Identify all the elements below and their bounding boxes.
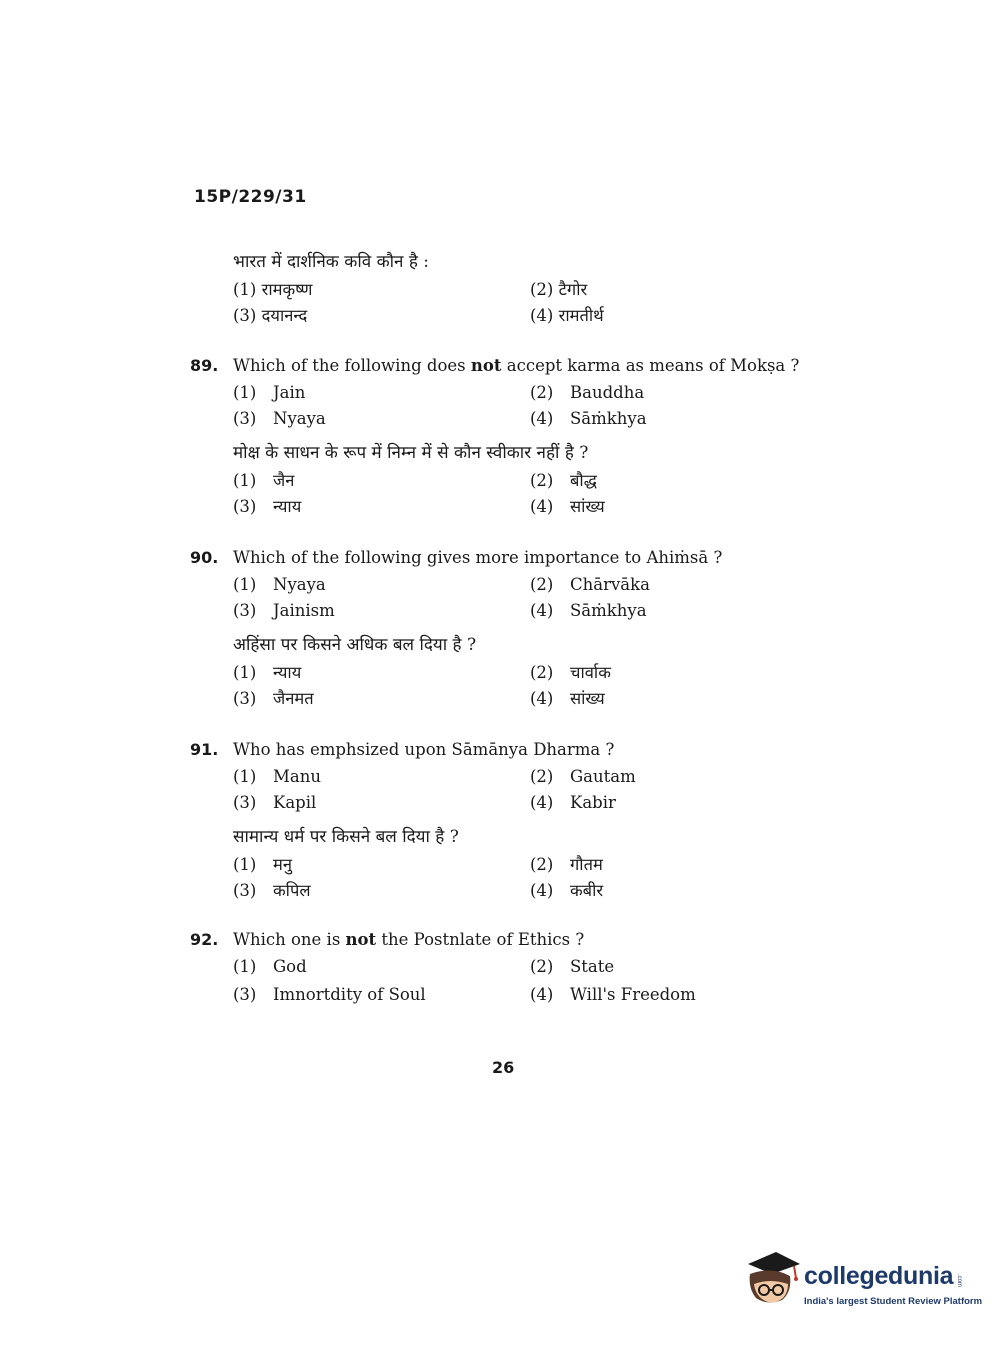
question-92 [190, 927, 830, 1013]
option-2: (2) State [530, 957, 615, 976]
option-3: (3) कपिल [233, 881, 311, 900]
option-3: (3) Kapil [233, 793, 317, 812]
option-4: (4) सांख्य [530, 689, 605, 708]
question-hindi-options [190, 851, 830, 905]
option-1: (1) न्याय [233, 663, 302, 682]
question-88-hindi-options [190, 276, 830, 330]
question-text: Which one is not the Postnlate of Ethics ? [233, 930, 585, 949]
option-2: (2) चार्वाक [530, 663, 611, 682]
option-2: (2) Chārvāka [530, 575, 650, 594]
question-hindi-text: सामान्य धर्म पर किसने बल दिया है ? [233, 827, 459, 847]
brand-logo [742, 1248, 983, 1318]
question-89 [190, 353, 830, 521]
option-4: (4) Will's Freedom [530, 985, 696, 1004]
question-88-hindi-text: भारत में दार्शनिक कवि कौन है : [233, 252, 430, 272]
question-text: Who has emphsized upon Sāmānya Dharma ? [233, 740, 615, 759]
option-4: (4) Sāṁkhya [530, 601, 647, 620]
question-options [190, 953, 830, 1013]
question-88-hindi-block [190, 248, 830, 330]
question-hindi-text: अहिंसा पर किसने अधिक बल दिया है ? [233, 635, 477, 655]
option-1: (1) मनु [233, 855, 293, 874]
option-4: (4) रामतीर्थ [530, 306, 604, 325]
mascot-logo-icon [742, 1248, 804, 1310]
option-3: (3) जैनमत [233, 689, 314, 708]
question-options [190, 763, 830, 817]
option-3: (3) Jainism [233, 601, 335, 620]
option-2: (2) Gautam [530, 767, 636, 786]
question-hindi-options [190, 467, 830, 521]
question-number: 92. [190, 930, 219, 949]
option-1: (1) God [233, 957, 307, 976]
question-text: Which of the following does not accept karma as means of Mokṣa ? [233, 356, 800, 375]
option-1: (1) जैन [233, 471, 295, 490]
paper-code: 15P/229/31 [194, 187, 307, 207]
question-number: 91. [190, 740, 219, 759]
option-4: (4) सांख्य [530, 497, 605, 516]
option-3: (3) Imnortdity of Soul [233, 985, 426, 1004]
option-3: (3) दयानन्द [233, 306, 308, 325]
option-2: (2) बौद्ध [530, 471, 597, 490]
brand-tagline: India's largest Student Review Platform [804, 1296, 983, 1307]
option-4: (4) Sāṁkhya [530, 409, 647, 428]
brand-suffix: .com [956, 1274, 962, 1288]
question-90 [190, 545, 830, 713]
option-1: (1) Manu [233, 767, 321, 786]
option-1: (1) रामकृष्ण [233, 280, 313, 299]
question-options [190, 379, 830, 433]
option-4: (4) Kabir [530, 793, 616, 812]
question-hindi-text: मोक्ष के साधन के रूप में निम्न में से कौन स्वीकार नहीं है ? [233, 443, 589, 463]
option-4: (4) कबीर [530, 881, 604, 900]
option-2: (2) Bauddha [530, 383, 645, 402]
option-3: (3) Nyaya [233, 409, 326, 428]
question-number: 90. [190, 548, 219, 567]
option-1: (1) Jain [233, 383, 306, 402]
option-3: (3) न्याय [233, 497, 302, 516]
option-2: (2) टैगोर [530, 280, 588, 299]
page-number: 26 [492, 1058, 515, 1077]
question-options [190, 571, 830, 625]
question-91 [190, 737, 830, 905]
option-2: (2) गौतम [530, 855, 603, 874]
question-number: 89. [190, 356, 219, 375]
question-hindi-options [190, 659, 830, 713]
brand-name: collegedunia [804, 1262, 954, 1290]
option-1: (1) Nyaya [233, 575, 326, 594]
question-text: Which of the following gives more importance to Ahiṁsā ? [233, 548, 723, 567]
